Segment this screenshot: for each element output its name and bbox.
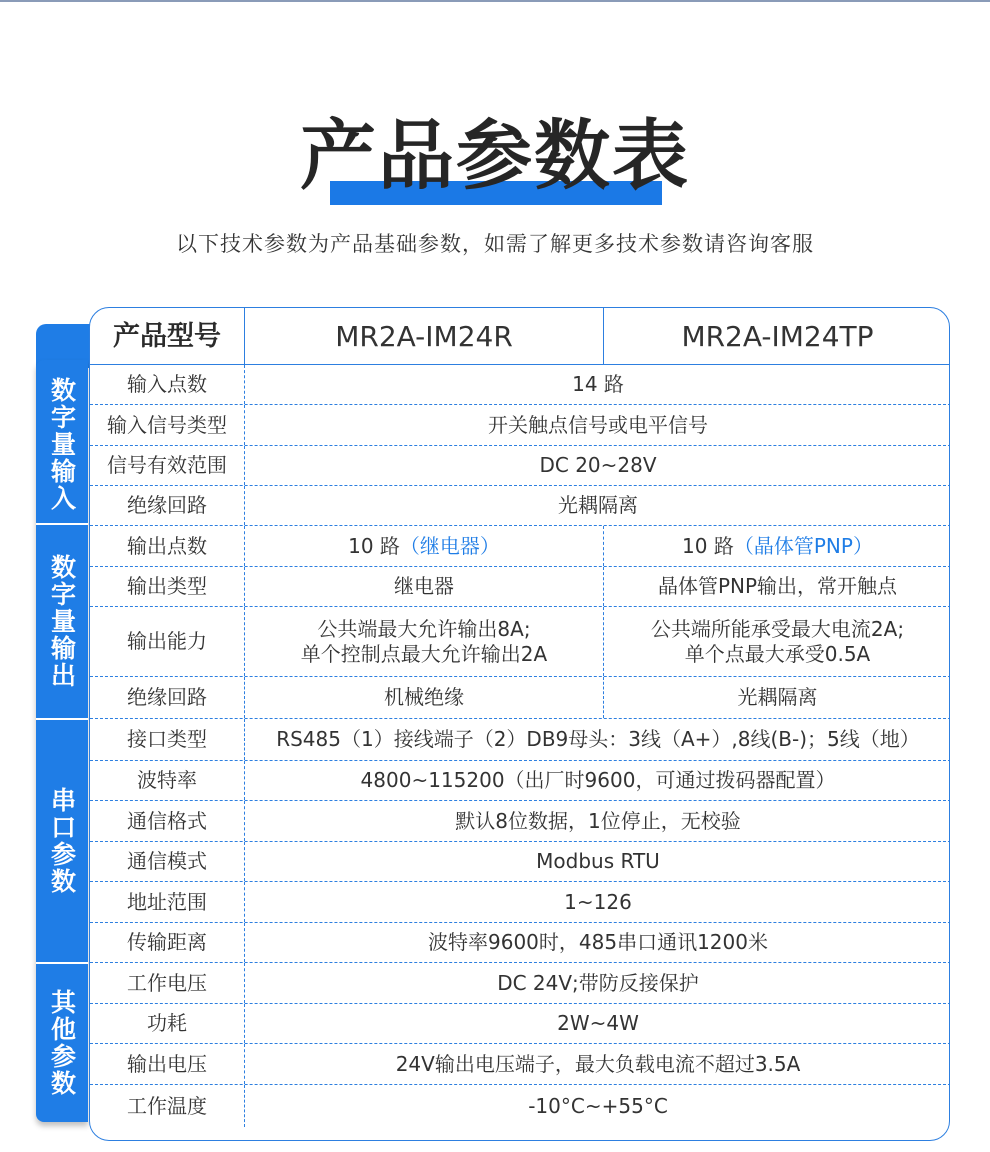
row-value: 光耦隔离 [558, 493, 638, 517]
row-value-a: 机械绝缘 [245, 677, 604, 718]
row-label: 接口类型 [90, 719, 245, 760]
table-row [90, 526, 950, 567]
group-label-chars: 其他参数 [47, 989, 77, 1097]
table-row [90, 882, 950, 923]
table-row [90, 923, 950, 963]
page-title: 产品参数表 [300, 111, 690, 200]
row-label: 绝缘回路 [90, 486, 245, 525]
row-label: 地址范围 [90, 882, 245, 922]
row-value: -10°C~+55°C [528, 1093, 668, 1118]
table-row [90, 446, 950, 486]
row-label: 输出能力 [90, 607, 245, 676]
group-label-text [48, 377, 77, 512]
row-value: 24V输出电压端子，最大负载电流不超过3.5A [395, 1051, 801, 1076]
table-row [90, 719, 950, 761]
group-label-text [48, 787, 77, 895]
value-note: （晶体管PNP） [733, 533, 873, 558]
table-row [90, 365, 950, 405]
group-label-digital-input [36, 366, 88, 523]
row-label: 输入信号类型 [90, 405, 245, 445]
group-label-text [48, 554, 77, 689]
row-value-b [604, 607, 950, 676]
row-label: 信号有效范围 [90, 446, 245, 485]
row-value-b: 光耦隔离 [737, 685, 818, 709]
row-value: 波特率9600时，485串口通讯1200米 [428, 930, 768, 954]
row-value: 14 路 [572, 372, 624, 396]
table-row [90, 567, 950, 607]
group-label-serial [36, 720, 88, 962]
row-value: 4800~115200（出厂时9600，可通过拨码器配置） [360, 768, 836, 792]
row-value: DC 20~28V [539, 453, 657, 477]
header-model-a: MR2A-IM24R [245, 308, 604, 364]
row-value: 2W~4W [557, 1011, 639, 1035]
row-value-b [604, 526, 950, 566]
row-label: 绝缘回路 [90, 677, 245, 718]
row-value-b: 晶体管PNP输出，常开触点 [657, 574, 898, 598]
group-label-chars: 串口参数 [47, 787, 77, 895]
group-label-chars: 数字量输入 [47, 377, 77, 512]
table-row [90, 842, 950, 882]
table-header-row [90, 308, 950, 365]
value-main: 10 路 [348, 533, 400, 558]
table-row [90, 801, 950, 842]
row-label: 波特率 [90, 761, 245, 800]
row-value-a: 继电器 [245, 567, 604, 606]
table-row [90, 486, 950, 526]
row-value-a [245, 526, 604, 566]
row-value: 开关触点信号或电平信号 [488, 412, 708, 437]
group-label-other [36, 964, 88, 1122]
row-value: 1~126 [564, 889, 632, 914]
title-block [0, 108, 990, 208]
header-model-b: MR2A-IM24TP [681, 319, 874, 353]
value-line: 公共端最大允许输出8A; [317, 616, 531, 641]
value-line: 单个点最大承受0.5A [684, 641, 871, 666]
row-label: 输入点数 [90, 365, 245, 404]
row-value: 默认8位数据，1位停止，无校验 [455, 808, 741, 833]
table-row [90, 1044, 950, 1085]
table-row [90, 963, 950, 1004]
top-divider [0, 0, 990, 2]
value-line: 公共端所能承受最大电流2A; [650, 616, 905, 641]
row-label: 通信格式 [90, 801, 245, 841]
group-label-chars: 数字量输出 [47, 554, 77, 689]
value-note: （继电器） [399, 533, 500, 558]
row-label: 工作电压 [90, 963, 245, 1003]
table-row [90, 1085, 950, 1127]
row-label: 输出点数 [90, 526, 245, 566]
table-row [90, 405, 950, 446]
row-label: 输出电压 [90, 1044, 245, 1084]
table-row [90, 1004, 950, 1044]
row-label: 功耗 [90, 1004, 245, 1043]
group-label-text [48, 989, 77, 1097]
row-value: DC 24V;带防反接保护 [497, 970, 699, 995]
row-value-a [245, 607, 604, 676]
row-value: RS485（1）接线端子（2）DB9母头：3线（A+）,8线(B-)；5线（地） [276, 727, 920, 751]
row-label: 输出类型 [90, 567, 245, 606]
table-row [90, 761, 950, 801]
row-label: 通信模式 [90, 842, 245, 881]
row-value: Modbus RTU [536, 849, 660, 873]
spec-table [89, 307, 950, 1141]
value-line: 单个控制点最大允许输出2A [300, 641, 548, 666]
group-label-digital-output [36, 525, 88, 718]
row-label: 工作温度 [90, 1085, 245, 1127]
row-label: 传输距离 [90, 923, 245, 962]
table-row [90, 607, 950, 677]
header-label: 产品型号 [90, 308, 245, 364]
page-subtitle: 以下技术参数为产品基础参数，如需了解更多技术参数请咨询客服 [176, 232, 814, 256]
table-row [90, 677, 950, 719]
value-main: 10 路 [682, 533, 734, 558]
